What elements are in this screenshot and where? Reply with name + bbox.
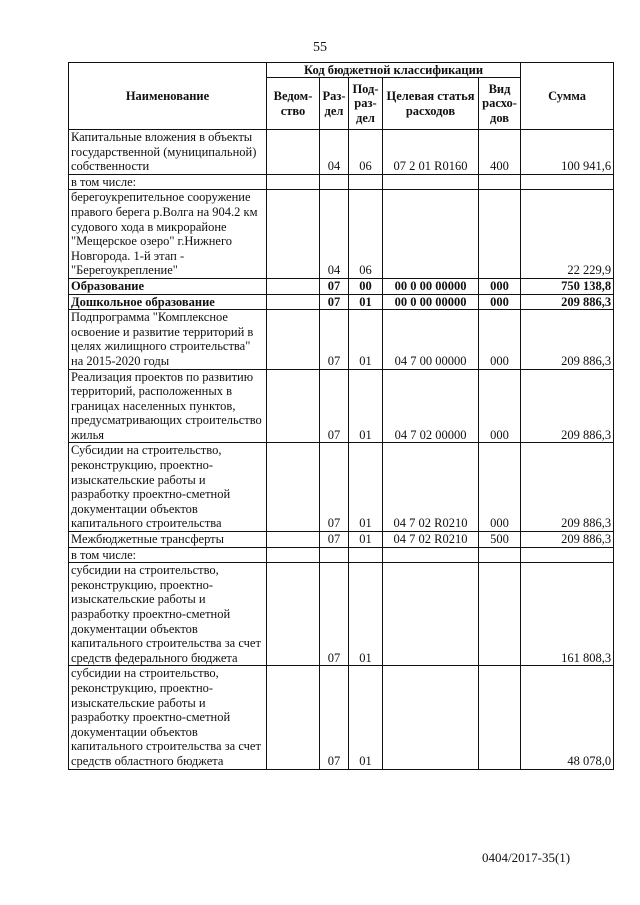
row-dept — [267, 547, 320, 563]
page-number: 55 — [313, 40, 327, 55]
row-name: Субсидии на строительство, реконструкцию, проектно-изыскательские работы и разработку проектно-сметной документации объектов капитального строительства — [69, 443, 267, 532]
row-name: в том числе: — [69, 547, 267, 563]
row-subsection: 06 — [349, 190, 383, 279]
row-amount — [521, 547, 614, 563]
table-row — [69, 174, 614, 190]
table-row — [69, 443, 614, 532]
row-section: 07 — [320, 666, 349, 769]
header-name: Наименование — [69, 63, 267, 130]
row-amount: 209 886,3 — [521, 310, 614, 369]
header-subsection: Под-раз-дел — [349, 78, 383, 130]
row-subsection: 00 — [349, 278, 383, 294]
row-dept — [267, 278, 320, 294]
header-kbk-group: Код бюджетной классификации — [267, 63, 521, 78]
row-subsection — [349, 547, 383, 563]
row-expense-type: 000 — [479, 443, 521, 532]
row-name: Реализация проектов по развитию территорий, расположенных в границах населенных пунктов, предусматривающих строительство жилья — [69, 369, 267, 443]
document-code: 0404/2017-35(1) — [482, 850, 571, 865]
row-target: 00 0 00 00000 — [383, 294, 479, 310]
row-section: 07 — [320, 294, 349, 310]
row-subsection: 01 — [349, 294, 383, 310]
row-section: 04 — [320, 130, 349, 175]
row-expense-type — [479, 547, 521, 563]
row-subsection: 01 — [349, 443, 383, 532]
row-amount: 750 138,8 — [521, 278, 614, 294]
row-name: Дошкольное образование — [69, 294, 267, 310]
row-expense-type: 000 — [479, 369, 521, 443]
budget-table — [68, 62, 614, 770]
row-name: берегоукрепительное сооружение правого берега р.Волга на 904.2 км судового хода в микрорайоне "Мещерское озеро" г.Нижнего Новгорода. 1-й этап - "Берегоукрепление" — [69, 190, 267, 279]
row-expense-type — [479, 666, 521, 769]
row-name: Подпрограмма "Комплексное освоение и развитие территорий в целях жилищного строительства" на 2015-2020 годы — [69, 310, 267, 369]
row-section: 04 — [320, 190, 349, 279]
row-name: Межбюджетные трансферты — [69, 532, 267, 548]
table-row — [69, 369, 614, 443]
row-target: 04 7 00 00000 — [383, 310, 479, 369]
row-dept — [267, 666, 320, 769]
row-target: 04 7 02 R0210 — [383, 532, 479, 548]
row-section: 07 — [320, 563, 349, 666]
table-row — [69, 547, 614, 563]
row-subsection: 01 — [349, 369, 383, 443]
row-target: 04 7 02 00000 — [383, 369, 479, 443]
row-dept — [267, 443, 320, 532]
row-name: субсидии на строительство, реконструкцию, проектно-изыскательские работы и разработку проектно-сметной документации объектов капитального строительства за счет средств федерального бюджета — [69, 563, 267, 666]
row-dept — [267, 369, 320, 443]
row-amount: 161 808,3 — [521, 563, 614, 666]
row-section: 07 — [320, 278, 349, 294]
row-dept — [267, 174, 320, 190]
table-row — [69, 130, 614, 175]
row-expense-type: 500 — [479, 532, 521, 548]
table-row — [69, 532, 614, 548]
row-target — [383, 547, 479, 563]
row-expense-type — [479, 174, 521, 190]
row-dept — [267, 563, 320, 666]
row-amount: 100 941,6 — [521, 130, 614, 175]
row-expense-type — [479, 190, 521, 279]
row-expense-type: 000 — [479, 278, 521, 294]
row-dept — [267, 532, 320, 548]
row-subsection: 01 — [349, 563, 383, 666]
row-name: Капитальные вложения в объекты государственной (муниципальной) собственности — [69, 130, 267, 175]
row-section — [320, 174, 349, 190]
table-row — [69, 294, 614, 310]
header-amount: Сумма — [521, 63, 614, 130]
row-amount: 22 229,9 — [521, 190, 614, 279]
row-expense-type — [479, 563, 521, 666]
row-amount — [521, 174, 614, 190]
row-target — [383, 174, 479, 190]
row-amount: 48 078,0 — [521, 666, 614, 769]
row-target: 07 2 01 R0160 — [383, 130, 479, 175]
row-subsection: 06 — [349, 130, 383, 175]
table-row — [69, 563, 614, 666]
row-subsection — [349, 174, 383, 190]
row-target: 04 7 02 R0210 — [383, 443, 479, 532]
row-section: 07 — [320, 369, 349, 443]
row-expense-type: 000 — [479, 294, 521, 310]
row-subsection: 01 — [349, 666, 383, 769]
header-section: Раз-дел — [320, 78, 349, 130]
row-section: 07 — [320, 532, 349, 548]
table-row — [69, 666, 614, 769]
row-name: Образование — [69, 278, 267, 294]
row-dept — [267, 310, 320, 369]
table-row — [69, 310, 614, 369]
row-section: 07 — [320, 443, 349, 532]
table-row — [69, 190, 614, 279]
row-dept — [267, 190, 320, 279]
row-expense-type: 000 — [479, 310, 521, 369]
row-amount: 209 886,3 — [521, 369, 614, 443]
row-target — [383, 666, 479, 769]
row-target — [383, 563, 479, 666]
row-amount: 209 886,3 — [521, 443, 614, 532]
row-target: 00 0 00 00000 — [383, 278, 479, 294]
header-expense-type: Вид расхо-дов — [479, 78, 521, 130]
row-subsection: 01 — [349, 310, 383, 369]
row-target — [383, 190, 479, 279]
row-name: в том числе: — [69, 174, 267, 190]
row-section: 07 — [320, 310, 349, 369]
header-dept: Ведом-ство — [267, 78, 320, 130]
row-subsection: 01 — [349, 532, 383, 548]
row-dept — [267, 294, 320, 310]
row-amount: 209 886,3 — [521, 532, 614, 548]
row-amount: 209 886,3 — [521, 294, 614, 310]
row-section — [320, 547, 349, 563]
row-dept — [267, 130, 320, 175]
table-row — [69, 278, 614, 294]
row-expense-type: 400 — [479, 130, 521, 175]
header-target: Целевая статья расходов — [383, 78, 479, 130]
row-name: субсидии на строительство, реконструкцию, проектно-изыскательские работы и разработку проектно-сметной документации объектов капитального строительства за счет средств областного бюджета — [69, 666, 267, 769]
